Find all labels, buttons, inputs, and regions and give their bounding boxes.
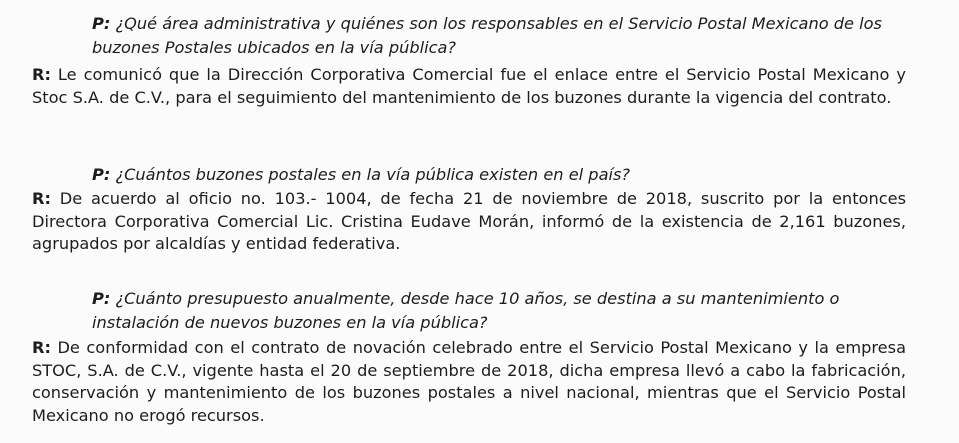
- answer-1: [32, 64, 906, 109]
- answer-3: [32, 337, 906, 427]
- question-1-label: P:: [92, 14, 111, 33]
- question-3: [92, 287, 912, 335]
- question-2: [92, 163, 912, 187]
- question-3-label: P:: [92, 289, 111, 308]
- question-1-text: ¿Qué área administrativa y quiénes son los responsables en el Servicio Postal Mexicano de los buzones Postales ubicados en la vía pública?: [92, 14, 882, 57]
- answer-2-label: R:: [32, 189, 51, 208]
- answer-2: [32, 188, 906, 256]
- question-2-text: ¿Cuántos buzones postales en la vía pública existen en el país?: [115, 165, 631, 184]
- question-1: [92, 12, 912, 60]
- answer-3-text: De conformidad con el contrato de novación celebrado entre el Servicio Postal Mexicano y la empresa STOC, S.A. de C.V., vigente hasta el 20 de septiembre de 2018, dicha empresa llevó a cabo la fabricación, conservación y mantenimiento de los buzones postales a nivel nacional, mientras que el Servicio Postal Mexicano no erogó recursos.: [32, 338, 906, 425]
- answer-1-label: R:: [32, 65, 51, 84]
- answer-1-text: Le comunicó que la Dirección Corporativa Comercial fue el enlace entre el Servicio Postal Mexicano y Stoc S.A. de C.V., para el seguimiento del mantenimiento de los buzones durante la vigencia del contrato.: [32, 65, 906, 107]
- question-3-text: ¿Cuánto presupuesto anualmente, desde hace 10 años, se destina a su mantenimiento o instalación de nuevos buzones en la vía pública?: [92, 289, 840, 332]
- answer-2-text: De acuerdo al oficio no. 103.- 1004, de fecha 21 de noviembre de 2018, suscrito por la entonces Directora Corporativa Comercial Lic. Cristina Eudave Morán, informó de la existencia de 2,161 buzones, agrupados por alcaldías y entidad federativa.: [32, 189, 906, 253]
- question-2-label: P:: [92, 165, 111, 184]
- answer-3-label: R:: [32, 338, 51, 357]
